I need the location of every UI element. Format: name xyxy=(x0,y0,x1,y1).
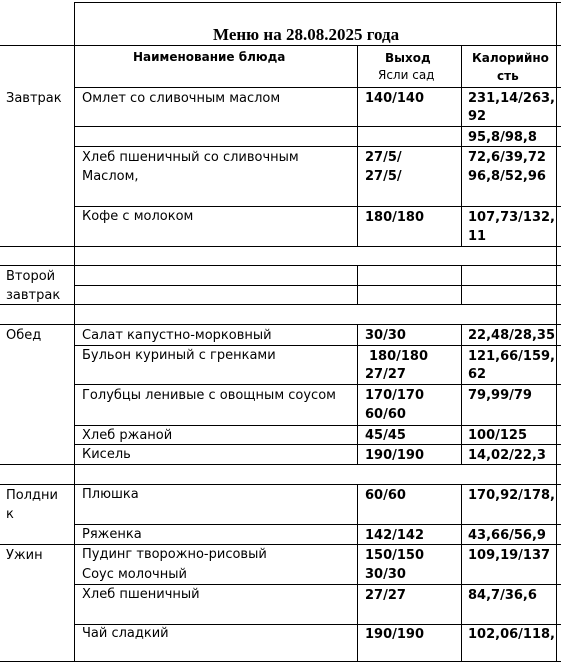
calories-omelet: 231,14/263, xyxy=(468,91,555,106)
dish-salad: Салат капустно-морковный xyxy=(82,328,272,343)
calories-coffee: 107,73/132, xyxy=(468,210,555,225)
section-lunch: Обед xyxy=(6,328,42,343)
dish-kissel: Кисель xyxy=(82,447,131,462)
calories-wheat-bread: 84,7/36,6 xyxy=(468,588,537,603)
calories-cabbage-rolls: 79,99/79 xyxy=(468,388,532,403)
dish-rye-bread: Хлеб ржаной xyxy=(82,428,173,443)
section-second-breakfast-cont: завтрак xyxy=(6,288,61,303)
header-calories-cont: сть xyxy=(497,69,519,83)
calories-broth: 121,66/159, xyxy=(468,349,555,364)
calories-salad: 22,48/28,35 xyxy=(468,328,555,343)
output-milk-sauce: 30/30 xyxy=(365,567,406,582)
header-output: Выход xyxy=(385,51,431,65)
calories-coffee-cont: 11 xyxy=(468,229,487,244)
calories-sweet-tea: 102,06/118, xyxy=(468,627,555,642)
dish-bun: Плюшка xyxy=(82,487,139,502)
output-pudding: 150/150 xyxy=(365,548,425,563)
output-rye-bread: 45/45 xyxy=(365,428,406,443)
output-sweet-tea: 190/190 xyxy=(365,627,425,642)
dish-coffee: Кофе с молоком xyxy=(82,209,194,224)
section-second-breakfast: Второй xyxy=(6,269,56,284)
dish-milk-sauce: Соус молочный xyxy=(82,567,187,582)
dish-sweet-tea: Чай сладкий xyxy=(82,626,169,641)
calories-bread-butter: 72,6/39,72 xyxy=(468,150,546,165)
calories-kissel: 14,02/22,3 xyxy=(468,448,546,463)
calories-extra: 95,8/98,8 xyxy=(468,130,537,145)
output-bread-butter: 27/5/ xyxy=(365,150,402,165)
output-coffee: 180/180 xyxy=(365,210,425,225)
output-bread-butter-cont: 27/5/ xyxy=(365,169,402,184)
section-breakfast: Завтрак xyxy=(6,91,62,106)
calories-pudding: 109,19/137 xyxy=(468,548,551,563)
header-output-sub: Ясли сад xyxy=(378,68,435,82)
output-kissel: 190/190 xyxy=(365,448,425,463)
section-snack: Полдни xyxy=(6,488,58,503)
dish-broth: Бульон куриный с гренками xyxy=(82,348,276,363)
dish-bread-butter: Хлеб пшеничный со сливочным xyxy=(82,150,299,165)
calories-rye-bread: 100/125 xyxy=(468,428,528,443)
dish-pudding: Пудинг творожно-рисовый xyxy=(82,547,267,562)
output-broth-cont: 27/27 xyxy=(365,367,406,382)
dish-bread-butter-cont: Маслом, xyxy=(82,169,139,184)
output-cabbage-rolls: 170/170 xyxy=(365,388,425,403)
header-dish: Наименование блюда xyxy=(133,50,286,64)
dish-cabbage-rolls: Голубцы ленивые с овощным соусом xyxy=(82,388,336,403)
output-broth: 180/180 xyxy=(369,349,429,364)
calories-bread-butter-cont: 96,8/52,96 xyxy=(468,169,546,184)
output-bun: 60/60 xyxy=(365,488,406,503)
output-wheat-bread: 27/27 xyxy=(365,588,406,603)
dish-wheat-bread: Хлеб пшеничный xyxy=(82,587,200,602)
calories-ryazhenka: 43,66/56,9 xyxy=(468,528,546,543)
calories-bun: 170,92/178, xyxy=(468,488,555,503)
section-snack-cont: к xyxy=(6,507,14,522)
dish-ryazhenka: Ряженка xyxy=(82,527,142,542)
dish-omelet: Омлет со сливочным маслом xyxy=(82,91,281,106)
calories-omelet-cont: 92 xyxy=(468,109,487,124)
calories-broth-cont: 62 xyxy=(468,367,487,382)
output-cabbage-rolls-cont: 60/60 xyxy=(365,407,406,422)
header-calories: Калорийно xyxy=(472,51,549,65)
output-salad: 30/30 xyxy=(365,328,406,343)
output-omelet: 140/140 xyxy=(365,91,425,106)
section-dinner: Ужин xyxy=(6,548,43,563)
menu-title: Меню на 28.08.2025 года xyxy=(213,25,400,44)
output-ryazhenka: 142/142 xyxy=(365,528,425,543)
